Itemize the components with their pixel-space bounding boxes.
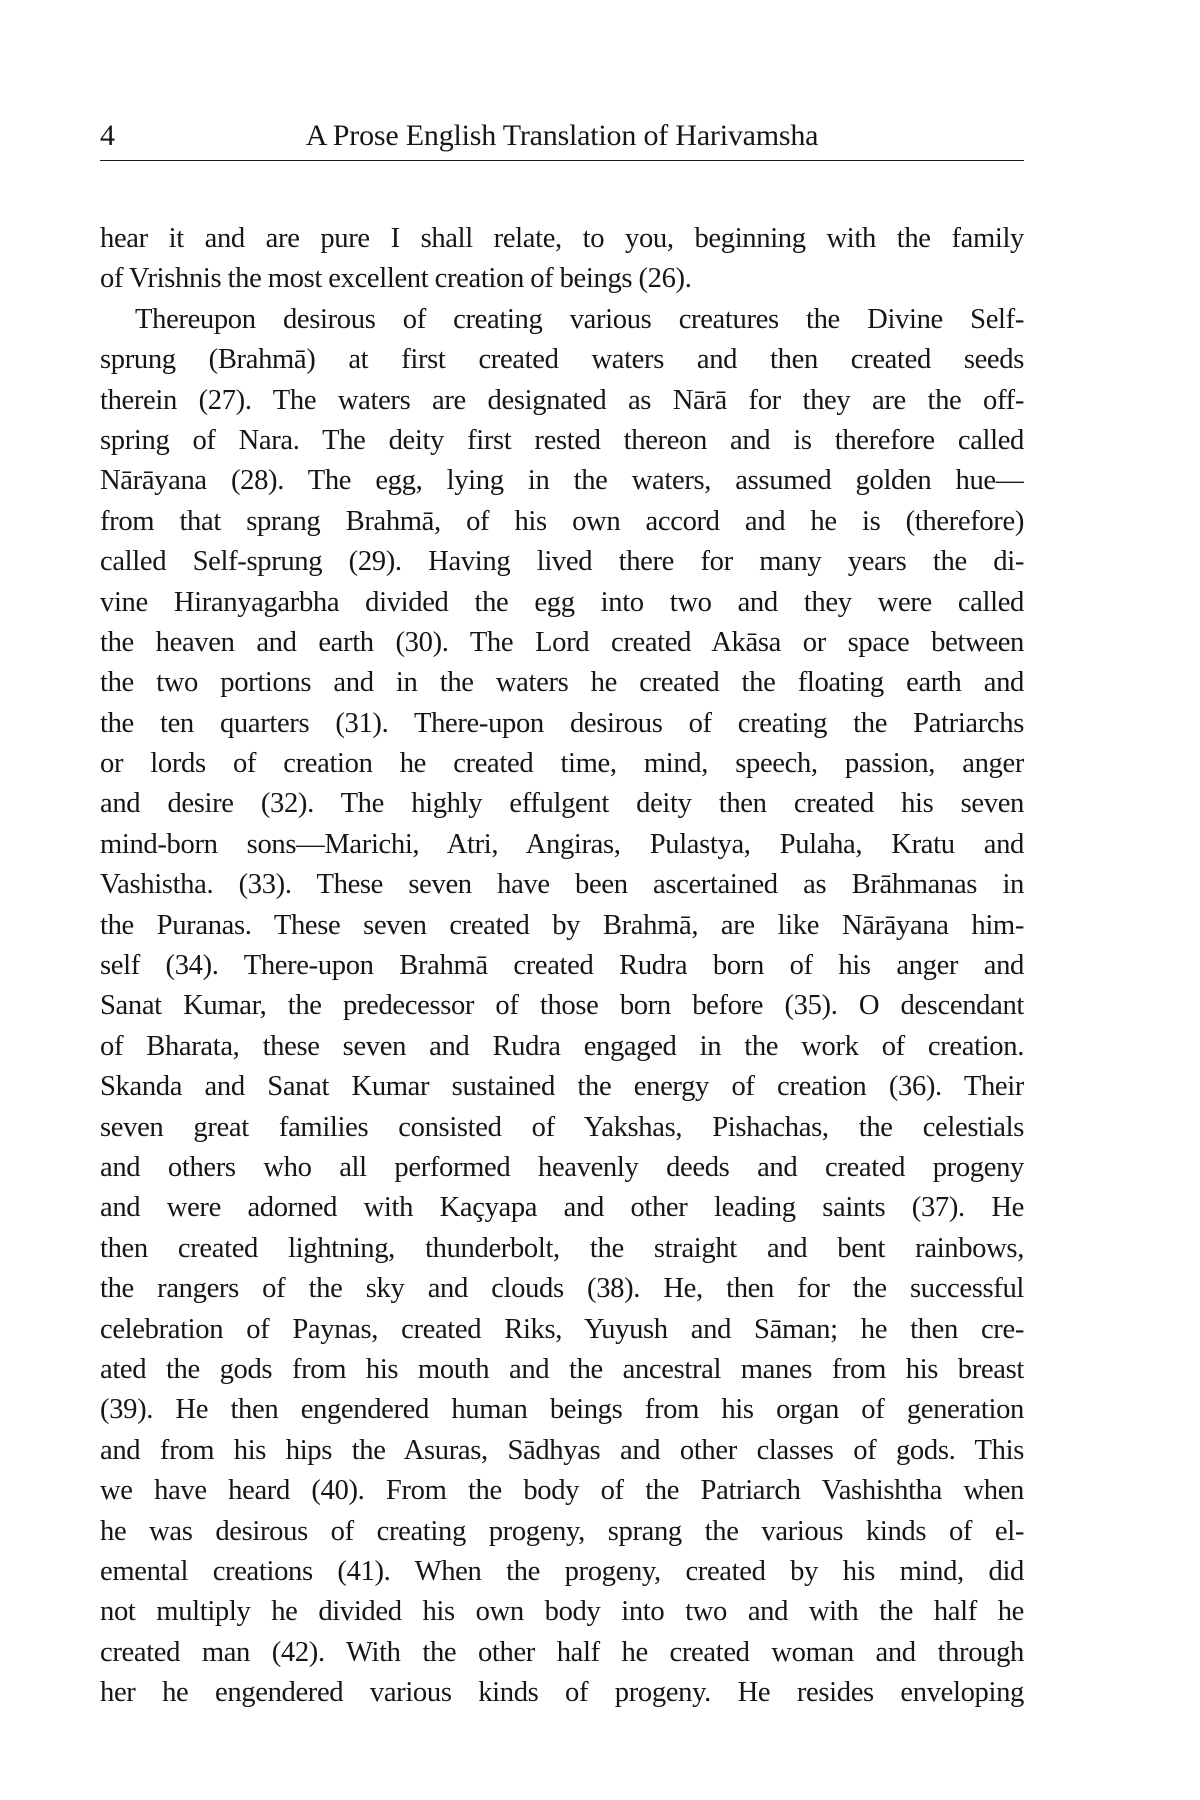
text-line: self (34). There-upon Brahmā created Rudra born of his anger and xyxy=(100,950,1024,982)
text-line: Sanat Kumar, the predecessor of those born before (35). O descendant xyxy=(100,990,1024,1022)
text-line: Vashistha. (33). These seven have been ascertained as Brāhmanas in xyxy=(100,869,1024,901)
text-line: and from his hips the Asuras, Sādhyas and other classes of gods. This xyxy=(100,1434,1024,1466)
text-line: created man (42). With the other half he created woman and through xyxy=(100,1636,1024,1668)
text-line: emental creations (41). When the progeny, created by his mind, did xyxy=(100,1555,1024,1587)
text-line: ated the gods from his mouth and the ancestral manes from his breast xyxy=(100,1353,1024,1385)
text-line: her he engendered various kinds of progeny. He resides enveloping xyxy=(100,1677,1024,1709)
text-line: sprung (Brahmā) at first created waters and then created seeds xyxy=(100,344,1024,376)
text-line: celebration of Paynas, created Riks, Yuyush and Sāman; he then cre- xyxy=(100,1313,1024,1345)
text-line: the ten quarters (31). There-upon desirous of creating the Patriarchs xyxy=(100,707,1024,739)
running-title: A Prose English Translation of Harivamsha xyxy=(305,119,819,152)
text-line: therein (27). The waters are designated as Nārā for they are the off- xyxy=(100,384,1024,416)
text-line: and others who all performed heavenly deeds and created progeny xyxy=(100,1151,1024,1183)
text-line: seven great families consisted of Yakshas, Pishachas, the celestials xyxy=(100,1111,1024,1143)
paragraph-continued xyxy=(100,219,1024,300)
text-line: of Vrishnis the most excellent creation of beings (26). xyxy=(100,263,692,295)
text-line: the heaven and earth (30). The Lord created Akāsa or space between xyxy=(100,626,1024,658)
text-line: called Self-sprung (29). Having lived there for many years the di- xyxy=(100,546,1024,578)
text-line: mind-born sons—Marichi, Atri, Angiras, Pulastya, Pulaha, Kratu and xyxy=(100,828,1024,860)
text-line: spring of Nara. The deity first rested thereon and is therefore called xyxy=(100,424,1024,456)
text-line: and desire (32). The highly effulgent deity then created his seven xyxy=(100,788,1024,820)
text-line: from that sprang Brahmā, of his own accord and he is (therefore) xyxy=(100,505,1024,537)
text-line: the rangers of the sky and clouds (38). He, then for the successful xyxy=(100,1273,1024,1305)
text-line: we have heard (40). From the body of the Patriarch Vashishtha when xyxy=(100,1475,1024,1507)
text-line: Thereupon desirous of creating various creatures the Divine Self- xyxy=(135,303,1024,335)
body-text xyxy=(100,219,1024,1713)
page-number: 4 xyxy=(100,119,115,152)
text-line: he was desirous of creating progeny, sprang the various kinds of el- xyxy=(100,1515,1024,1547)
text-line: then created lightning, thunderbolt, the straight and bent rainbows, xyxy=(100,1232,1024,1264)
paragraph xyxy=(100,300,1024,1714)
text-line: not multiply he divided his own body into two and with the half he xyxy=(100,1596,1024,1628)
text-line: or lords of creation he created time, mind, speech, passion, anger xyxy=(100,748,1024,780)
text-line: the two portions and in the waters he created the floating earth and xyxy=(100,667,1024,699)
running-header xyxy=(100,118,1024,160)
text-line: and were adorned with Kaçyapa and other leading saints (37). He xyxy=(100,1192,1024,1224)
text-line: hear it and are pure I shall relate, to you, beginning with the family xyxy=(100,223,1024,254)
text-line: (39). He then engendered human beings from his organ of generation xyxy=(100,1394,1024,1426)
text-line: the Puranas. These seven created by Brahmā, are like Nārāyana him- xyxy=(100,909,1024,941)
text-line: Skanda and Sanat Kumar sustained the energy of creation (36). Their xyxy=(100,1071,1024,1103)
text-line: vine Hiranyagarbha divided the egg into two and they were called xyxy=(100,586,1024,618)
text-line: Nārāyana (28). The egg, lying in the waters, assumed golden hue— xyxy=(100,465,1024,497)
header-rule xyxy=(100,160,1024,161)
text-line: of Bharata, these seven and Rudra engaged in the work of creation. xyxy=(100,1030,1024,1062)
